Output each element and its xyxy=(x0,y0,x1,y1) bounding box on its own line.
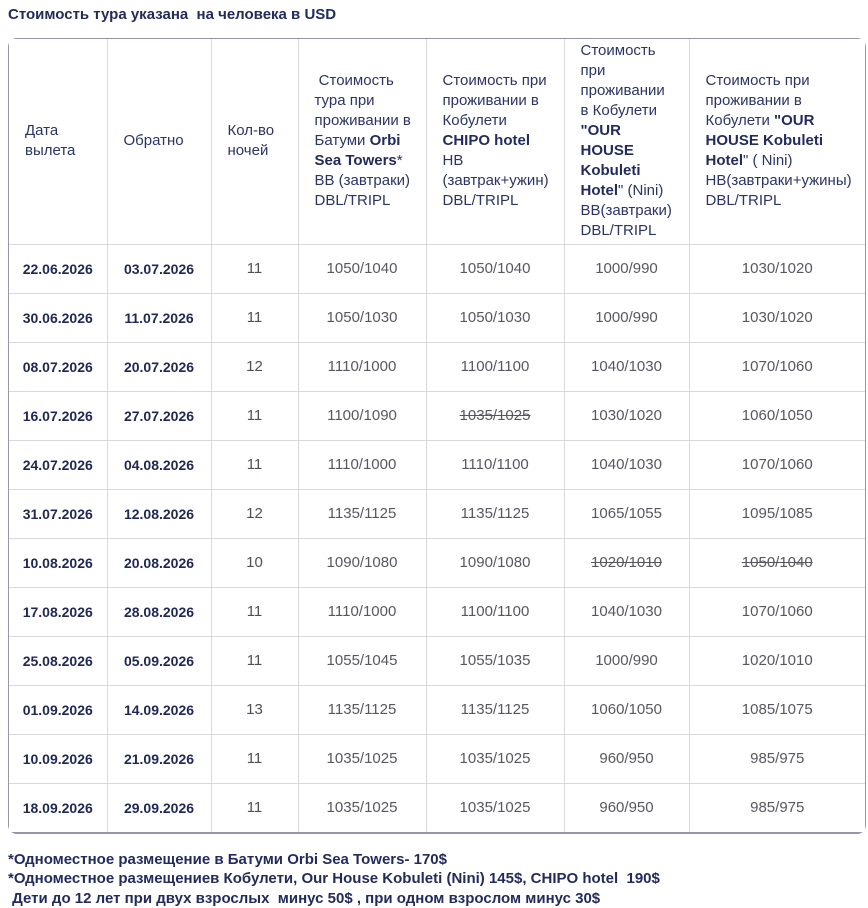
departure-date-cell xyxy=(9,342,107,391)
nights-cell xyxy=(211,685,298,734)
cell-text: 11 xyxy=(247,652,263,669)
cell-text: 22.06.2026 xyxy=(23,261,93,277)
price-cell xyxy=(426,538,564,587)
return-date-cell xyxy=(107,440,211,489)
price-cell xyxy=(298,587,426,636)
header-text: Стоимость при проживании в Кобулети xyxy=(443,72,551,129)
nights-cell xyxy=(211,538,298,587)
cell-text: 1035/1025 xyxy=(327,750,398,767)
cell-text: 1090/1080 xyxy=(327,554,398,571)
col-header-chipo-hotel xyxy=(426,39,564,244)
price-cell xyxy=(564,391,689,440)
nights-cell xyxy=(211,293,298,342)
table-row xyxy=(9,489,865,538)
header-text-tail: * BB (завтраки) DBL/TRIPL xyxy=(315,152,415,209)
price-cell xyxy=(689,636,865,685)
table-row xyxy=(9,293,865,342)
table-row xyxy=(9,440,865,489)
return-date-cell xyxy=(107,293,211,342)
departure-date-cell xyxy=(9,734,107,783)
cell-text: 11 xyxy=(247,309,263,326)
cell-text: 10 xyxy=(246,554,263,571)
price-cell xyxy=(689,342,865,391)
price-cell xyxy=(298,244,426,293)
price-cell xyxy=(564,489,689,538)
cell-text: 1050/1040 xyxy=(460,260,531,277)
cell-text: 1110/1000 xyxy=(328,456,397,473)
return-date-cell xyxy=(107,489,211,538)
cell-text: 1070/1060 xyxy=(742,456,813,473)
price-cell xyxy=(689,538,865,587)
header-row xyxy=(9,39,865,244)
cell-text: 17.08.2026 xyxy=(23,604,93,620)
footnote-single-batumi: *Одноместное размещение в Батуми Orbi Sea Towers- 170$ xyxy=(8,850,868,870)
footnote-single-kobuleti: *Одноместное размещениев Кобулети, Our House Kobuleti (Nini) 145$, CHIPO hotel 190$ xyxy=(8,869,868,889)
cell-text: 08.07.2026 xyxy=(23,359,93,375)
price-cell xyxy=(426,342,564,391)
header-text: Обратно xyxy=(124,132,184,149)
departure-date-cell xyxy=(9,685,107,734)
cell-text: 1000/990 xyxy=(595,652,658,669)
cell-text: 960/950 xyxy=(599,750,653,767)
col-header-orbi-sea-towers xyxy=(298,39,426,244)
price-cell xyxy=(564,587,689,636)
nights-cell xyxy=(211,244,298,293)
cell-text: 05.09.2026 xyxy=(124,653,194,669)
cell-text: 1070/1060 xyxy=(742,358,813,375)
cell-text: 1100/1100 xyxy=(461,358,530,375)
col-header-return-date xyxy=(107,39,211,244)
col-header-departure-date xyxy=(9,39,107,244)
price-table xyxy=(8,38,866,834)
price-cell xyxy=(298,636,426,685)
cell-text: 14.09.2026 xyxy=(124,702,194,718)
price-cell xyxy=(426,685,564,734)
cell-text: 1070/1060 xyxy=(742,603,813,620)
price-cell xyxy=(298,342,426,391)
departure-date-cell xyxy=(9,587,107,636)
cell-text: 1030/1020 xyxy=(742,309,813,326)
departure-date-cell xyxy=(9,293,107,342)
table-row xyxy=(9,538,865,587)
cell-text: 1110/1100 xyxy=(461,456,529,473)
cell-text: 03.07.2026 xyxy=(124,261,194,277)
cell-text: 16.07.2026 xyxy=(23,408,93,424)
cell-text: 1040/1030 xyxy=(591,456,662,473)
price-cell xyxy=(689,244,865,293)
cell-text: 01.09.2026 xyxy=(23,702,93,718)
price-cell xyxy=(689,685,865,734)
price-cell xyxy=(564,244,689,293)
price-table-grid xyxy=(9,39,865,832)
price-cell xyxy=(689,440,865,489)
return-date-cell xyxy=(107,538,211,587)
cell-text: 1100/1100 xyxy=(461,603,530,620)
price-cell xyxy=(564,783,689,832)
cell-text: 12.08.2026 xyxy=(124,506,194,522)
cell-text: 13 xyxy=(246,701,263,718)
header-hotel-name: "OUR HOUSE Kobuleti Hotel xyxy=(706,112,828,169)
cell-text: 11 xyxy=(247,799,263,816)
cell-text: 1135/1125 xyxy=(328,701,397,718)
cell-text: 1060/1050 xyxy=(591,701,662,718)
departure-date-cell xyxy=(9,440,107,489)
cell-text: 1050/1040 xyxy=(327,260,398,277)
price-cell xyxy=(298,734,426,783)
col-header-our-house-hb xyxy=(689,39,865,244)
price-cell xyxy=(689,293,865,342)
price-cell xyxy=(689,587,865,636)
nights-cell xyxy=(211,636,298,685)
page xyxy=(0,5,868,881)
table-row xyxy=(9,587,865,636)
return-date-cell xyxy=(107,587,211,636)
cell-text: 1020/1010 xyxy=(742,652,813,669)
price-cell xyxy=(426,293,564,342)
table-row xyxy=(9,734,865,783)
price-cell xyxy=(298,783,426,832)
price-cell xyxy=(426,587,564,636)
table-header xyxy=(9,39,865,244)
departure-date-cell xyxy=(9,636,107,685)
cell-text: 1110/1000 xyxy=(328,358,397,375)
page-title: Стоимость тура указана на человека в USD xyxy=(8,5,868,25)
cell-text: 1085/1075 xyxy=(742,701,813,718)
header-hotel-name: CHIPO hotel xyxy=(443,132,531,149)
cell-text: 960/950 xyxy=(599,799,653,816)
return-date-cell xyxy=(107,734,211,783)
cell-text: 11 xyxy=(247,750,263,767)
cell-text: 985/975 xyxy=(750,799,804,816)
cell-text: 1035/1025 xyxy=(460,750,531,767)
cell-text: 1135/1125 xyxy=(461,701,530,718)
price-cell xyxy=(564,685,689,734)
nights-cell xyxy=(211,734,298,783)
price-cell xyxy=(426,783,564,832)
price-cell xyxy=(689,734,865,783)
return-date-cell xyxy=(107,391,211,440)
return-date-cell xyxy=(107,685,211,734)
return-date-cell xyxy=(107,783,211,832)
cell-text: 1020/1010 xyxy=(591,554,662,571)
cell-text: 1030/1020 xyxy=(591,407,662,424)
cell-text: 10.08.2026 xyxy=(23,555,93,571)
cell-text: 1060/1050 xyxy=(742,407,813,424)
cell-text: 12 xyxy=(246,505,263,522)
cell-text: 1040/1030 xyxy=(591,358,662,375)
cell-text: 1050/1030 xyxy=(460,309,531,326)
header-text: Стоимость при проживании в Кобулети xyxy=(581,42,669,119)
return-date-cell xyxy=(107,244,211,293)
table-row xyxy=(9,636,865,685)
table-body xyxy=(9,244,865,832)
cell-text: 1050/1030 xyxy=(327,309,398,326)
price-cell xyxy=(298,391,426,440)
cell-text: 11 xyxy=(247,260,263,277)
cell-text: 1035/1025 xyxy=(327,799,398,816)
price-cell xyxy=(689,391,865,440)
price-cell xyxy=(564,440,689,489)
table-row xyxy=(9,244,865,293)
nights-cell xyxy=(211,587,298,636)
nights-cell xyxy=(211,342,298,391)
cell-text: 1095/1085 xyxy=(742,505,813,522)
cell-text: 20.08.2026 xyxy=(124,555,194,571)
cell-text: 1050/1040 xyxy=(742,554,813,571)
return-date-cell xyxy=(107,636,211,685)
nights-cell xyxy=(211,440,298,489)
nights-cell xyxy=(211,783,298,832)
cell-text: 1135/1125 xyxy=(461,505,530,522)
cell-text: 28.08.2026 xyxy=(124,604,194,620)
cell-text: 11 xyxy=(247,603,263,620)
departure-date-cell xyxy=(9,244,107,293)
cell-text: 1135/1125 xyxy=(328,505,397,522)
price-cell xyxy=(564,734,689,783)
cell-text: 1055/1045 xyxy=(327,652,398,669)
cell-text: 1035/1025 xyxy=(460,799,531,816)
cell-text: 20.07.2026 xyxy=(124,359,194,375)
cell-text: 1035/1025 xyxy=(460,407,531,424)
footnote-children-discount: Дети до 12 лет при двух взрослых минус 50$ , при одном взрослом минус 30$ xyxy=(8,889,868,908)
price-cell xyxy=(298,685,426,734)
cell-text: 27.07.2026 xyxy=(124,408,194,424)
cell-text: 04.08.2026 xyxy=(124,457,194,473)
cell-text: 18.09.2026 xyxy=(23,800,93,816)
price-cell xyxy=(426,440,564,489)
cell-text: 11.07.2026 xyxy=(124,310,193,326)
cell-text: 24.07.2026 xyxy=(23,457,93,473)
cell-text: 1040/1030 xyxy=(591,603,662,620)
header-hotel-name: Orbi Sea Towers xyxy=(315,132,405,169)
price-cell xyxy=(426,244,564,293)
price-cell xyxy=(298,538,426,587)
cell-text: 11 xyxy=(247,407,263,424)
price-cell xyxy=(689,783,865,832)
cell-text: 1055/1035 xyxy=(460,652,531,669)
departure-date-cell xyxy=(9,538,107,587)
departure-date-cell xyxy=(9,391,107,440)
header-text: Стоимость тура при проживании в Батуми xyxy=(315,72,416,149)
cell-text: 10.09.2026 xyxy=(23,751,93,767)
cell-text: 29.09.2026 xyxy=(124,800,194,816)
header-text-tail: " (Nini) BB(завтраки) DBL/TRIPL xyxy=(581,182,677,239)
cell-text: 1000/990 xyxy=(595,260,658,277)
price-cell xyxy=(298,489,426,538)
cell-text: 1000/990 xyxy=(595,309,658,326)
return-date-cell xyxy=(107,342,211,391)
cell-text: 30.06.2026 xyxy=(23,310,93,326)
nights-cell xyxy=(211,391,298,440)
departure-date-cell xyxy=(9,783,107,832)
col-header-our-house-bb xyxy=(564,39,689,244)
cell-text: 31.07.2026 xyxy=(23,506,93,522)
cell-text: 11 xyxy=(247,456,263,473)
table-row xyxy=(9,342,865,391)
header-text-tail: HB (завтрак+ужин) DBL/TRIPL xyxy=(443,132,553,209)
cell-text: 1100/1090 xyxy=(327,407,397,424)
cell-text: 21.09.2026 xyxy=(124,751,194,767)
price-cell xyxy=(564,342,689,391)
col-header-nights xyxy=(211,39,298,244)
header-text: Дата вылета xyxy=(25,122,75,159)
cell-text: 1065/1055 xyxy=(591,505,662,522)
footnotes xyxy=(8,850,868,908)
nights-cell xyxy=(211,489,298,538)
header-text-tail: " ( Nini) HB(завтраки+ужины) DBL/TRIPL xyxy=(706,152,856,209)
table-row xyxy=(9,685,865,734)
price-cell xyxy=(426,734,564,783)
price-cell xyxy=(426,489,564,538)
cell-text: 12 xyxy=(246,358,263,375)
table-row xyxy=(9,391,865,440)
price-cell xyxy=(564,293,689,342)
cell-text: 25.08.2026 xyxy=(23,653,93,669)
header-text: Кол-во ночей xyxy=(228,122,279,159)
header-text: Стоимость при проживании в Кобулети xyxy=(706,72,814,129)
price-cell xyxy=(298,293,426,342)
cell-text: 985/975 xyxy=(750,750,804,767)
cell-text: 1030/1020 xyxy=(742,260,813,277)
cell-text: 1090/1080 xyxy=(460,554,531,571)
price-cell xyxy=(564,636,689,685)
price-cell xyxy=(689,489,865,538)
header-hotel-name: "OUR HOUSE Kobuleti Hotel xyxy=(581,122,645,199)
table-row xyxy=(9,783,865,832)
price-cell xyxy=(298,440,426,489)
departure-date-cell xyxy=(9,489,107,538)
price-cell xyxy=(426,636,564,685)
price-cell xyxy=(426,391,564,440)
price-cell xyxy=(564,538,689,587)
cell-text: 1110/1000 xyxy=(328,603,397,620)
